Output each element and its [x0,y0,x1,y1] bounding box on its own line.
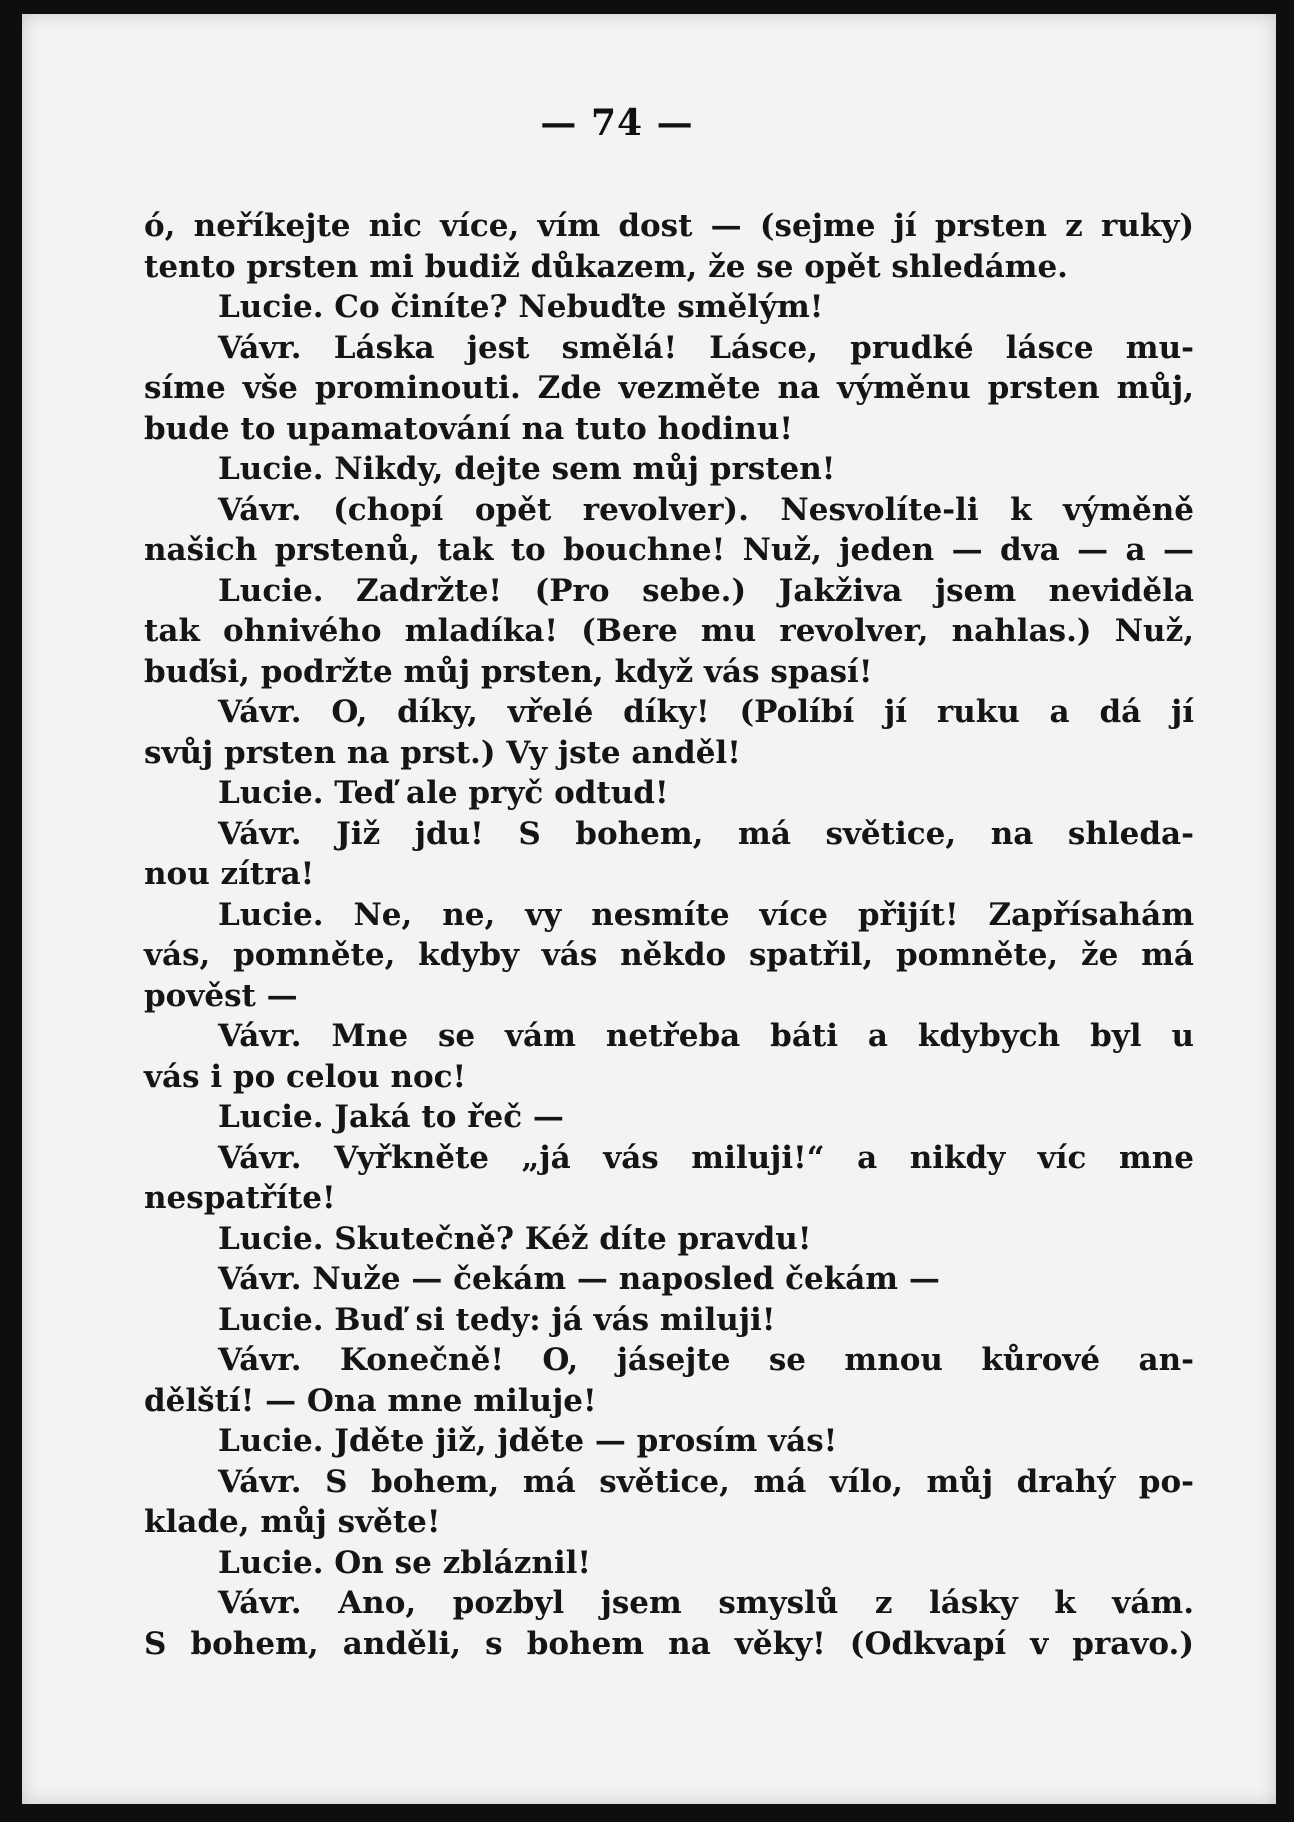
text-line: ó, neříkejte nic více, vím dost — (sejme jí prsten z ruky) [144,208,1194,244]
text-line: Vávr. Ano, pozbyl jsem smyslů z lásky k vám. [218,1585,1194,1621]
text-line: Vávr. Konečně! O, jásejte se mnou kůrové an- [218,1342,1194,1378]
text-line: pověst — [144,977,298,1014]
text-line: buďsi, podržte můj prsten, když vás spasí! [144,653,873,690]
text-line: Lucie. Teď ale pryč odtud! [218,775,669,811]
text-line: nespatříte! [144,1180,336,1216]
text-line: Lucie. Ne, ne, vy nesmíte více přijít! Zapřísahám [218,896,1194,933]
text-line: síme vše prominouti. Zde vezměte na výměnu prsten můj, [144,370,1194,406]
text-line: našich prstenů, tak to bouchne! Nuž, jeden — dva — a — [144,532,1194,568]
text-line: Vávr. (chopí opět revolver). Nesvolíte-li k výměně [218,491,1194,528]
text-line: Lucie. Zadržte! (Pro sebe.) Jakživa jsem neviděla [218,572,1194,609]
text-line: vás, pomněte, kdyby vás někdo spatřil, pomněte, že má [144,937,1194,973]
text-line: tento prsten mi budiž důkazem, že se opět shledáme. [144,248,1068,285]
text-line: dělští! — Ona mne miluje! [144,1382,597,1419]
text-line: klade, můj světe! [144,1504,441,1540]
text-line: Vávr. Nuže — čekám — naposled čekám — [218,1261,940,1297]
text-line: vás i po celou noc! [144,1058,467,1095]
text-line: Lucie. Nikdy, dejte sem můj prsten! [218,451,836,487]
text-line: svůj prsten na prst.) Vy jste anděl! [144,734,741,771]
book-page [22,14,1276,1804]
text-line: Vávr. Již jdu! S bohem, má světice, na shleda- [218,815,1194,852]
text-line: Lucie. Skutečně? Kéž díte pravdu! [218,1220,812,1257]
text-line: Vávr. O, díky, vřelé díky! (Políbí jí ruku a dá jí [218,694,1194,730]
text-line: Lucie. Co činíte? Nebuďte smělým! [218,289,824,325]
text-line: S bohem, anděli, s bohem na věky! (Odkvapí v pravo.) [144,1625,1194,1662]
play-text [144,206,1194,1664]
text-line: Vávr. Láska jest smělá! Lásce, prudké lásce mu- [218,329,1194,366]
page-number: — 74 — [540,102,694,144]
text-line: nou zítra! [144,856,315,892]
text-line: Vávr. Vyřkněte „já vás miluji!“ a nikdy víc mne [218,1139,1194,1176]
text-line: Lucie. On se zbláznil! [218,1544,592,1581]
text-line: Vávr. S bohem, má světice, má vílo, můj drahý po- [218,1463,1194,1500]
text-line: Lucie. Jděte již, jděte — prosím vás! [218,1423,838,1459]
text-line: Lucie. Buď si tedy: já vás miluji! [218,1301,776,1338]
text-line: Vávr. Mne se vám netřeba báti a kdybych byl u [218,1018,1194,1054]
text-line: Lucie. Jaká to řeč — [218,1099,564,1135]
text-line: tak ohnivého mladíka! (Bere mu revolver, nahlas.) Nuž, [144,613,1194,649]
text-line: bude to upamatování na tuto hodinu! [144,410,794,447]
